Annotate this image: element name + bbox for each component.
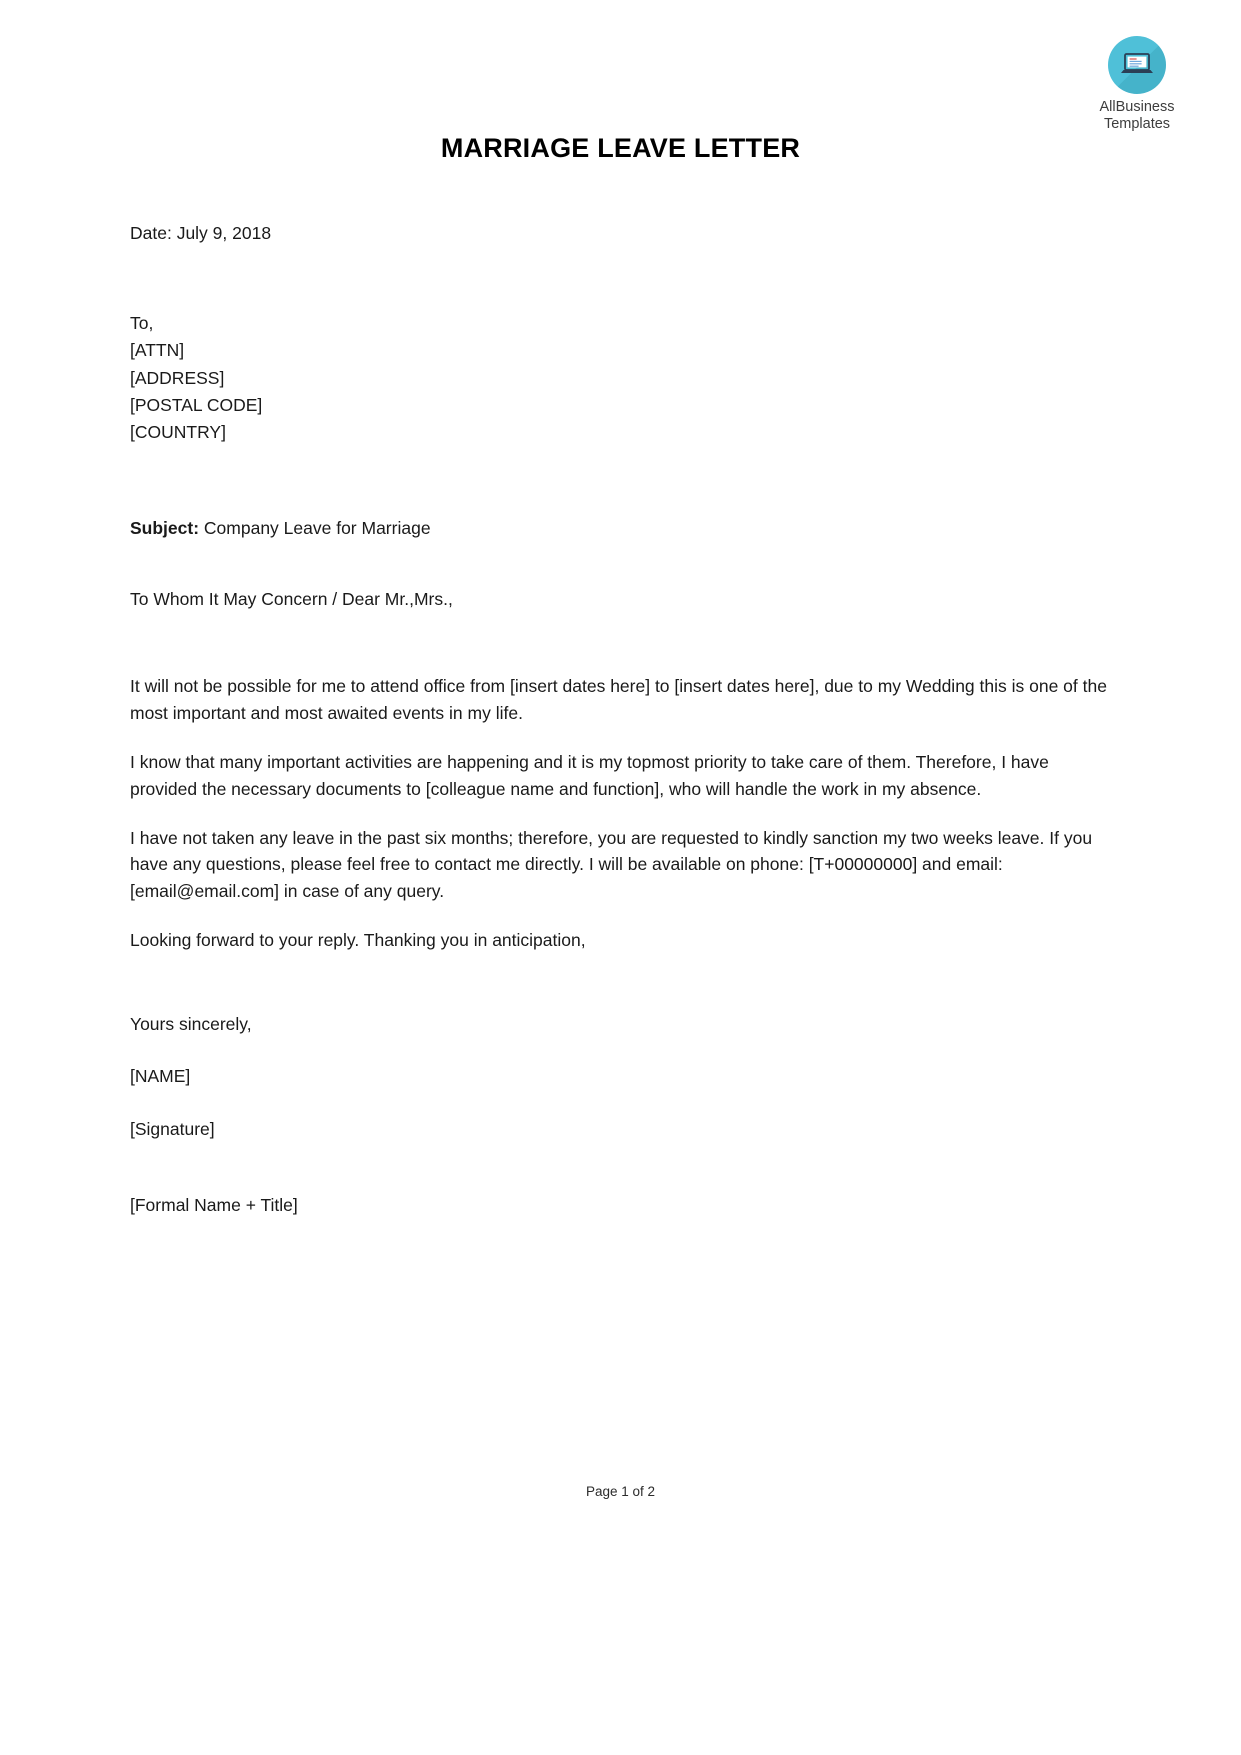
recipient-attn: [ATTN]: [130, 340, 185, 361]
recipient-country: [COUNTRY]: [130, 422, 226, 443]
salutation: To Whom It May Concern / Dear Mr.,Mrs.,: [130, 589, 453, 610]
letter-content: [130, 0, 1111, 1245]
logo-line-2: Templates: [1103, 116, 1171, 133]
subject-value: Company Leave for Marriage: [199, 518, 431, 539]
recipient-address-block: [130, 310, 1111, 446]
recipient-to: To,: [130, 313, 154, 333]
body-paragraph: Looking forward to your reply. Thanking you in anticipation,: [130, 929, 586, 950]
signature-placeholder: [Signature]: [130, 1119, 215, 1140]
letter-closing: [130, 1011, 1111, 1219]
recipient-address: [ADDRESS]: [130, 367, 225, 388]
sign-off: Yours sincerely,: [130, 1013, 252, 1034]
laptop-icon: [1119, 52, 1155, 78]
formal-name-title: [Formal Name + Title]: [130, 1194, 298, 1215]
body-paragraph: I have not taken any leave in the past six months; therefore, you are requested to kindly sanction my two weeks leave. If you have any questions, please feel free to contact me directly. I will be available on phone: [T+00000000] and email: [email@email.com] in case of any query.: [130, 827, 1093, 902]
subject-label: Subject:: [130, 518, 200, 539]
logo-circle: [1108, 36, 1166, 94]
date-line: Date: July 9, 2018: [130, 223, 272, 243]
subject-line: [130, 518, 1111, 539]
body-paragraph: It will not be possible for me to attend office from [insert dates here] to [insert dates here], due to my Wedding this is one of the most important and most awaited events in my life.: [130, 676, 1107, 724]
recipient-postal-code: [POSTAL CODE]: [130, 394, 263, 415]
signer-name: [NAME]: [130, 1066, 191, 1087]
body-paragraph: I know that many important activities are happening and it is my topmost priority to take care of them. Therefore, I have provided the necessary documents to [colleague name and function], who will handle the work in my absence.: [130, 752, 1049, 799]
letter-body: [130, 673, 1111, 953]
page-footer: Page 1 of 2: [585, 1484, 656, 1499]
page-title: MARRIAGE LEAVE LETTER: [440, 133, 801, 163]
logo-line-1: AllBusiness: [1099, 99, 1175, 115]
